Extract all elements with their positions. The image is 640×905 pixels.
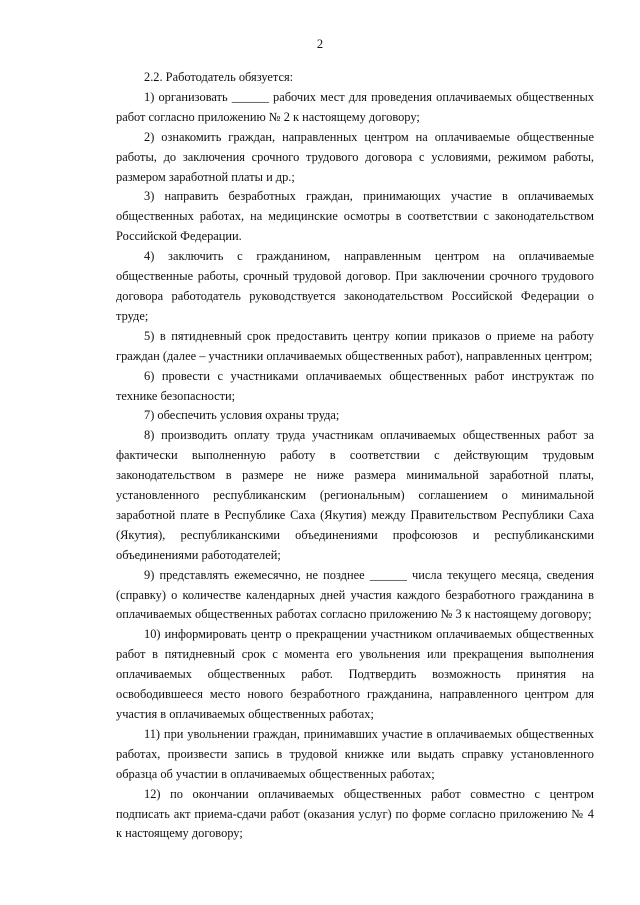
obligation-item-11: 11) при увольнении граждан, принимавших участие в оплачиваемых общественных работах, произвести запись в трудовой книжке или выдать справку установленного образца об участии в оплачиваемых общественных работах; [116, 726, 594, 781]
section-heading: 2.2. Работодатель обязуется: [144, 70, 294, 84]
obligation-item-4: 4) заключить с гражданином, направленным центром на оплачиваемые общественные работы, срочный трудовой договор. При заключении срочного трудового договора работодатель руководствуется законодательством Российской Федерации о труде; [116, 249, 594, 323]
document-body [116, 68, 594, 844]
obligation-item-5: 5) в пятидневный срок предоставить центру копии приказов о приеме на работу граждан (далее – участники оплачиваемых общественных работ), направленных центром; [116, 328, 594, 363]
page-number: 2 [316, 37, 324, 51]
obligation-item-1: 1) организовать ______ рабочих мест для проведения оплачиваемых общественных работ согласно приложению № 2 к настоящему договору; [116, 89, 594, 124]
obligation-item-6: 6) провести с участниками оплачиваемых общественных работ инструктаж по технике безопасности; [116, 368, 594, 403]
obligation-item-9: 9) представлять ежемесячно, не позднее ______ числа текущего месяца, сведения (справку) о количестве календарных дней участия каждого безработного гражданина в оплачиваемых общественных работах согласно приложению № 3 к настоящему договору; [116, 567, 594, 622]
obligation-item-3: 3) направить безработных граждан, принимающих участие в оплачиваемых общественных работах, на медицинские осмотры в соответствии с законодательством Российской Федерации. [116, 189, 594, 244]
obligation-item-8: 8) производить оплату труда участникам оплачиваемых общественных работ за фактически выполненную работу в соответствии с действующим трудовым законодательством в размере не ниже размера минимальной заработной платы, установленного республиканским (региональным) соглашением о минимальной заработной плате в Республике Саха (Якутия) между Правительством Республики Саха (Якутия), республиканскими объединениями профсоюзов и республиканскими объединениями работодателей; [116, 428, 594, 562]
obligation-item-12: 12) по окончании оплачиваемых общественных работ совместно с центром подписать акт приема-сдачи работ (оказания услуг) по форме согласно приложению № 4 к настоящему договору; [116, 786, 594, 841]
obligation-item-10: 10) информировать центр о прекращении участником оплачиваемых общественных работ в пятидневный срок с момента его увольнения или прекращения выполнения оплачиваемых общественных работ. Подтвердить возможность принятия на освободившееся место нового безработного гражданина, направленного центром для участия в оплачиваемых общественных работах; [116, 627, 594, 721]
obligation-item-7: 7) обеспечить условия охраны труда; [144, 408, 340, 423]
obligation-item-2: 2) ознакомить граждан, направленных центром на оплачиваемые общественные работы, до заключения срочного трудового договора с условиями, режимом работы, размером заработной платы и др.; [116, 129, 594, 184]
